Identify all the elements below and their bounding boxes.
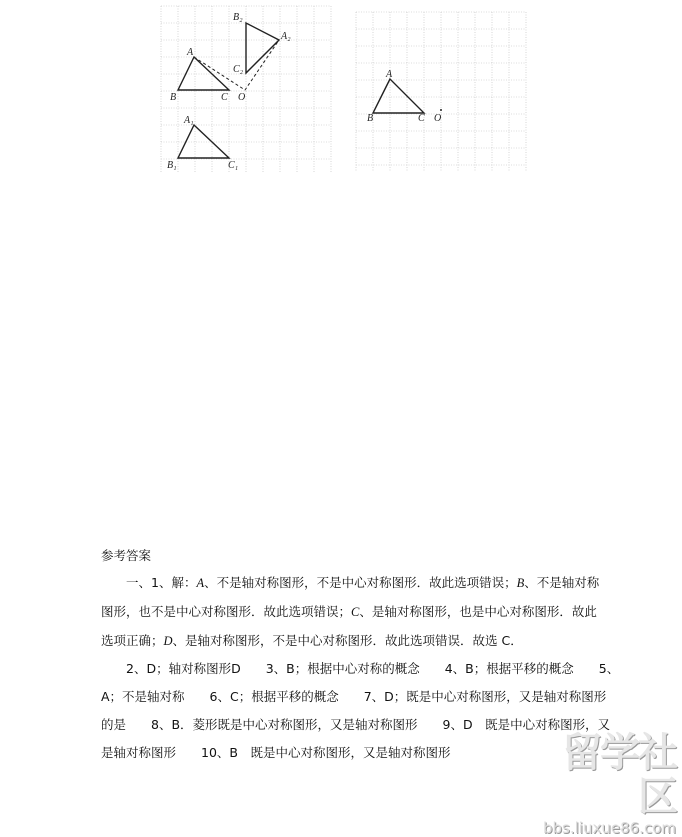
label-a2: A₂ xyxy=(281,31,291,42)
grid-right xyxy=(356,12,526,172)
label-c1: C₁ xyxy=(228,160,239,171)
answers-line-2: A；不是轴对称 6、C；根据平移的概念 7、D；既是中心对称图形，又是轴对称图形 xyxy=(101,689,607,704)
label-c2: C₂ xyxy=(233,64,244,75)
label-a: A xyxy=(187,47,194,58)
answers-heading: 参考答案 xyxy=(101,548,152,563)
answers-line-4: 是轴对称图形 10、B 既是中心对称图形，又是轴对称图形 xyxy=(101,745,451,760)
label-c-right: C xyxy=(418,113,425,124)
answers-line-3: 的是 8、B．菱形既是中心对称图形，又是轴对称图形 9、D 既是中心对称图形，又 xyxy=(101,717,611,732)
triangle-abc xyxy=(178,57,229,90)
triangle-abc-right xyxy=(373,79,424,113)
geometry-figures xyxy=(0,0,682,180)
answers-line-1: 2、D；轴对称图形D 3、B；根据中心对称的概念 4、B；根据平移的概念 5、 xyxy=(126,661,620,676)
label-b2: B₂ xyxy=(233,12,243,23)
label-b1: B₁ xyxy=(167,160,177,171)
label-a-right: A xyxy=(386,69,393,80)
label-c: C xyxy=(221,92,228,103)
label-a1: A₁ xyxy=(184,115,194,126)
answer-1-line-3: 选项正确；D、是轴对称图形，不是中心对称图形．故此选项错误．故选 C． xyxy=(101,633,523,648)
watermark-logo: 留学社区 bbs.liuxue86.com xyxy=(543,730,676,837)
label-o-right: O xyxy=(434,113,442,124)
answer-1-line-1: 一、1、解：A、不是轴对称图形，不是中心对称图形．故此选项错误；B、不是轴对称 xyxy=(126,575,600,590)
point-o-right xyxy=(440,109,442,111)
label-b-right: B xyxy=(367,113,374,124)
label-b: B xyxy=(170,92,177,103)
triangle-a1b1c1 xyxy=(178,125,229,158)
label-o: O xyxy=(238,92,246,103)
answer-1-line-2: 图形，也不是中心对称图形．故此选项错误；C、是轴对称图形，也是中心对称图形．故此 xyxy=(101,604,597,619)
